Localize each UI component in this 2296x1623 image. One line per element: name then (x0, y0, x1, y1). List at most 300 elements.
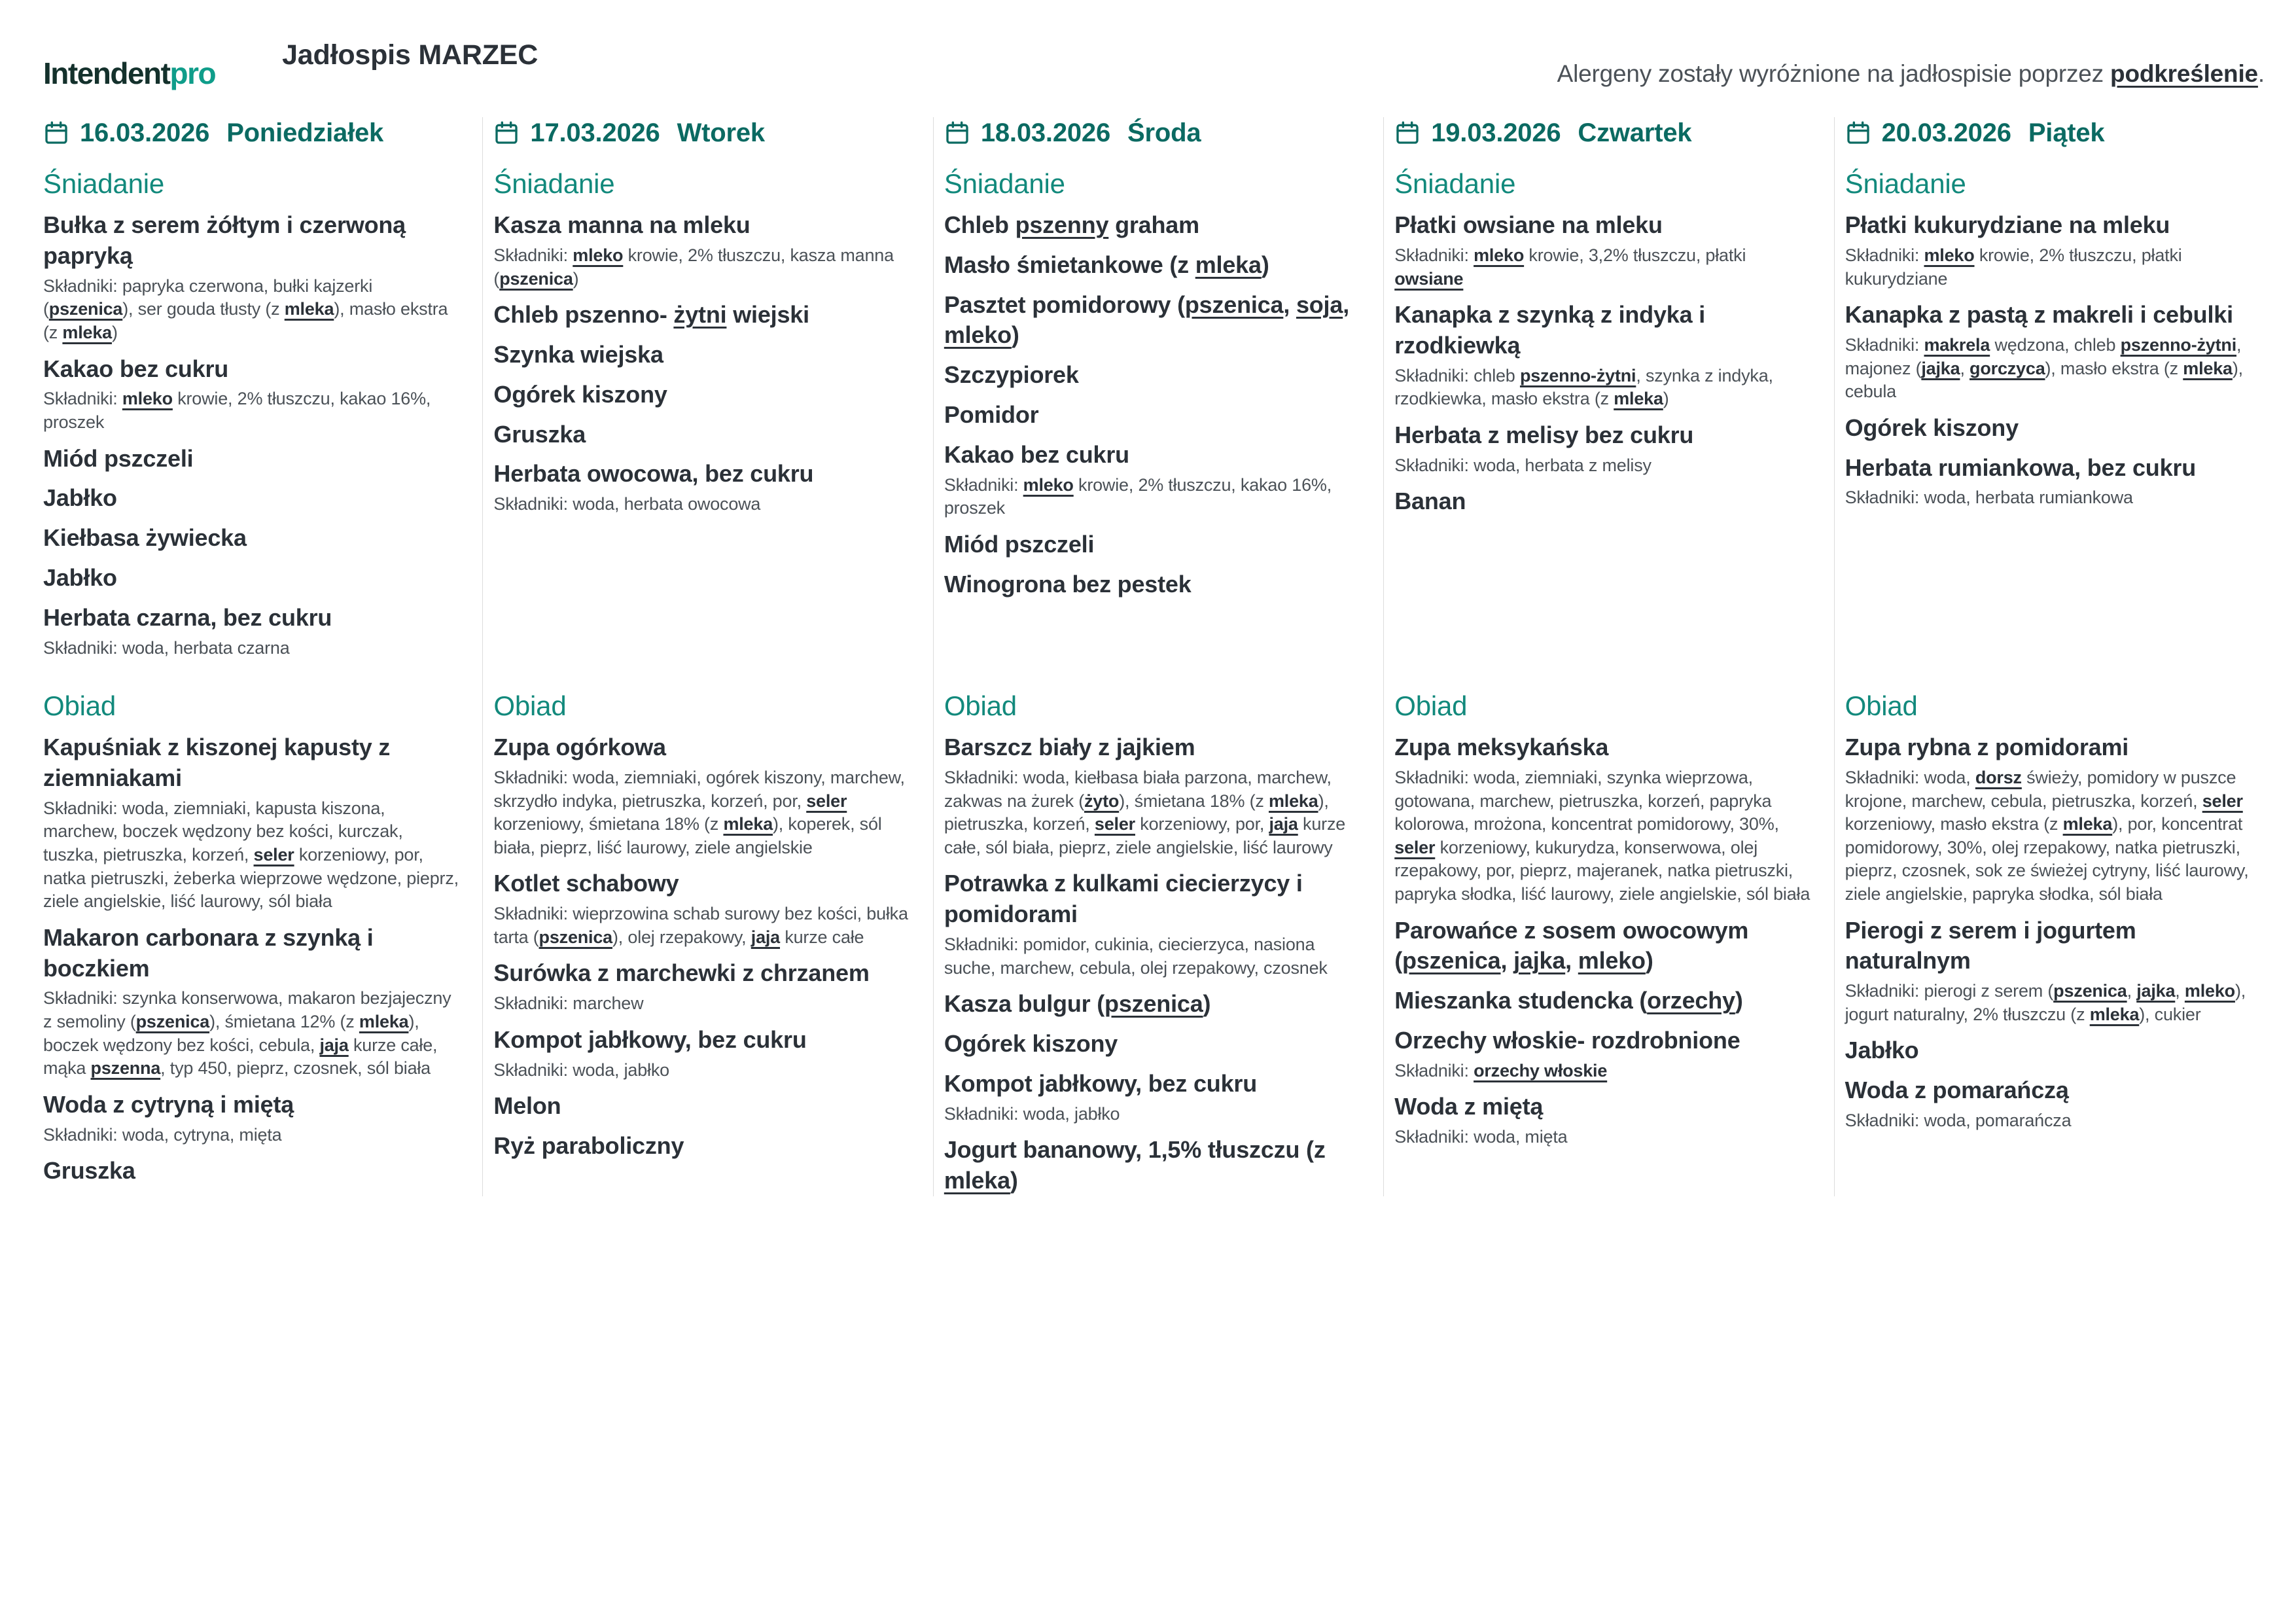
text-segment: Składniki: (1845, 334, 1924, 355)
dish-item (944, 569, 1361, 600)
text-segment: Woda z pomarańczą (1845, 1077, 2069, 1104)
text-segment: krowie, 2% tłuszczu, kakao 16%, proszek (944, 474, 1332, 518)
text-segment: Ryż paraboliczny (493, 1132, 684, 1160)
text-segment: Makaron carbonara z szynką i boczkiem (43, 923, 374, 982)
text-segment: Składniki: woda, pomarańcza (1845, 1111, 2072, 1131)
meal-section-title: Śniadanie (493, 168, 615, 199)
dish-title (43, 563, 460, 594)
day-weekday: Piątek (2028, 118, 2105, 147)
allergen-highlight: mleko (573, 245, 624, 265)
allergen-highlight: dorsz (1975, 767, 2022, 787)
text-segment: ) (1203, 990, 1211, 1018)
dish-item (944, 732, 1361, 859)
text-segment: kurze całe (780, 927, 864, 947)
dish-item (43, 1156, 460, 1186)
text-segment: Gruszka (43, 1157, 135, 1185)
allergen-highlight: mleka (1614, 389, 1663, 409)
dish-item (493, 210, 910, 291)
dish-title (493, 459, 910, 490)
text-segment: Składniki: (43, 389, 122, 409)
dish-item (493, 459, 910, 516)
dish-item (944, 1135, 1361, 1196)
dish-title (1394, 916, 1811, 977)
day-header (944, 117, 1361, 149)
dish-title (493, 380, 910, 410)
text-segment: graham (1108, 211, 1199, 239)
dish-title (944, 868, 1361, 930)
dish-ingredients (493, 766, 910, 860)
allergen-highlight: mleko (1924, 245, 1975, 265)
dish-title (1394, 420, 1811, 451)
meal-section-breakfast (944, 167, 1361, 671)
dish-item (1845, 300, 2262, 404)
text-segment: Kompot jabłkowy, bez cukru (944, 1069, 1258, 1097)
dish-item (1394, 420, 1811, 477)
dish-title (1845, 413, 2262, 444)
dish-ingredients (1394, 1060, 1811, 1083)
text-segment: Składniki: woda, jabłko (493, 1060, 669, 1080)
text-segment: ), ser gouda tłusty (z (122, 299, 285, 319)
dish-item (1845, 453, 2262, 510)
dish-title (493, 868, 910, 899)
text-segment: Jabłko (43, 484, 117, 512)
meal-section-title: Śniadanie (43, 168, 165, 199)
dish-ingredients (944, 933, 1361, 980)
dish-ingredients (1845, 486, 2262, 510)
meal-section-title: Obiad (493, 690, 567, 721)
dish-item (1394, 486, 1811, 517)
text-segment: Zupa rybna z pomidorami (1845, 734, 2129, 761)
text-segment: Składniki: (1394, 245, 1474, 265)
dish-title (1845, 300, 2262, 330)
text-segment: Składniki: woda, cytryna, mięta (43, 1124, 282, 1145)
allergen-highlight: mleko (122, 389, 173, 409)
dish-item (1845, 916, 2262, 1027)
dish-ingredients (944, 474, 1361, 520)
allergen-highlight: żytni (673, 301, 727, 329)
allergen-highlight: pszenica (539, 927, 612, 947)
text-segment: Składniki: woda, herbata owocowa (493, 494, 761, 514)
dish-item (43, 732, 460, 914)
dish-item (1845, 413, 2262, 444)
dish-ingredients (493, 992, 910, 1016)
text-segment: Składniki: (493, 245, 573, 265)
dish-ingredients (493, 493, 910, 516)
dish-title (1394, 300, 1811, 361)
dish-item (493, 958, 910, 1015)
text-segment: , (1565, 947, 1578, 974)
text-segment: Herbata z melisy bez cukru (1394, 421, 1694, 448)
meal-section-breakfast (1845, 167, 2262, 671)
text-segment: Składniki: woda, herbata rumiankowa (1845, 488, 2133, 508)
dish-title (1845, 1035, 2262, 1066)
text-segment: Pasztet pomidorowy ( (944, 291, 1185, 318)
day-header (1845, 117, 2262, 149)
text-segment: Składniki: woda, herbata czarna (43, 637, 290, 658)
dish-title (493, 1131, 910, 1162)
intendentpro-logo (43, 58, 215, 88)
text-segment: Kasza manna na mleku (493, 211, 751, 239)
text-segment: ) (1261, 251, 1269, 278)
dish-title (43, 603, 460, 633)
text-segment: krowie, 2% tłuszczu, płatki kukurydziane (1845, 245, 2182, 289)
page-title: Jadłospis MARZEC (282, 39, 539, 71)
text-segment: Kanapka z szynką z indyka i rzodkiewką (1394, 301, 1706, 359)
allergen-highlight: jaja (751, 927, 781, 947)
dish-title (944, 400, 1361, 431)
allergen-highlight: seler (2202, 791, 2243, 811)
text-segment: Alergeny zostały wyróżnione na jadłospisie poprzez (1557, 60, 2111, 88)
text-segment: Składniki: pierogi z serem ( (1845, 981, 2054, 1001)
dish-title (944, 732, 1361, 763)
allergen-highlight: pszenna (90, 1058, 161, 1079)
dish-title (43, 444, 460, 474)
dish-item (493, 1091, 910, 1122)
allergen-highlight: pszenica (135, 1012, 210, 1032)
dish-title (944, 210, 1361, 241)
text-segment: korzeniowy, por, natka pietruszki, żeberka wieprzowe wędzone, pieprz, ziele angielskie, liść laurowy, sól biała (43, 844, 459, 912)
allergen-highlight: mleka (944, 1167, 1010, 1194)
allergen-highlight: jajka (2136, 981, 2176, 1001)
text-segment: Orzechy włoskie- rozdrobnione (1394, 1027, 1740, 1054)
allergen-highlight: pszenica (48, 299, 123, 319)
text-segment: . (2257, 60, 2265, 88)
dish-item (944, 250, 1361, 281)
text-segment: Surówka z marchewki z chrzanem (493, 959, 870, 987)
text-segment: Pomidor (944, 401, 1039, 429)
dish-item (944, 210, 1361, 241)
dish-title (1394, 1026, 1811, 1056)
meal-section-title: Śniadanie (944, 168, 1065, 199)
allergen-highlight: mleko (2184, 981, 2235, 1001)
calendar-icon (493, 120, 520, 146)
dish-item (1394, 1026, 1811, 1082)
text-segment: Masło śmietankowe (z (944, 251, 1195, 278)
dish-item (43, 1090, 460, 1147)
allergen-highlight: mleka (359, 1012, 409, 1032)
dish-item (493, 1025, 910, 1082)
dish-item (493, 1131, 910, 1162)
meal-section-lunch (43, 689, 460, 1187)
day-weekday: Wtorek (677, 118, 765, 147)
logo-text-dark: Intendent (43, 56, 170, 90)
dish-item (493, 340, 910, 370)
dish-title (43, 1156, 460, 1186)
dish-title (493, 1091, 910, 1122)
dish-title (944, 440, 1361, 471)
dish-item (1394, 210, 1811, 291)
dish-item (43, 483, 460, 514)
dish-title (493, 300, 910, 330)
dish-title (1845, 210, 2262, 241)
allergen-highlight: pszenica (2053, 981, 2127, 1001)
dish-item (43, 354, 460, 435)
allergen-highlight: mleka (62, 322, 112, 342)
dish-item (493, 732, 910, 859)
dish-item (43, 923, 460, 1080)
text-segment: ), masło ekstra (z (2045, 358, 2183, 378)
dish-title (1394, 1092, 1811, 1122)
dish-ingredients (1394, 365, 1811, 411)
allergen-highlight: seler (1094, 814, 1135, 834)
dish-item (1394, 300, 1811, 411)
text-segment: Kakao bez cukru (944, 440, 1129, 468)
text-segment: Składniki: woda, kiełbasa biała parzona, marchew, zakwas na żurek ( (944, 767, 1332, 811)
allergen-highlight: soja (1296, 291, 1343, 318)
text-segment: Chleb (944, 211, 1016, 239)
dish-ingredients (1394, 766, 1811, 906)
text-segment: Składniki: woda, (1845, 767, 1975, 787)
text-segment: Banan (1394, 488, 1466, 515)
text-segment: Składniki: (1845, 245, 1924, 265)
text-segment: Chleb pszenno- (493, 301, 674, 329)
text-segment: ), cebula (1845, 358, 2243, 402)
allergen-highlight: mleka (2183, 358, 2233, 378)
allergen-highlight: jaja (319, 1035, 349, 1055)
allergen-highlight: pszenno-żytni (2120, 334, 2237, 355)
allergen-highlight: mleka (1269, 791, 1318, 811)
day-header (1394, 117, 1811, 149)
text-segment: Zupa ogórkowa (493, 734, 666, 761)
text-segment: Składniki: szynka konserwowa, makaron bezjajeczny z semoliny ( (43, 988, 451, 1032)
text-segment: ) (573, 268, 579, 289)
text-segment: ) (1011, 321, 1019, 349)
dish-title (493, 1025, 910, 1056)
text-segment: korzeniowy, kukurydza, konserwowa, olej rzepakowy, por, pieprz, majeranek, natka pietruszki, papryka słodka, liść laurowy, ziele angielskie, sól biała (1394, 837, 1810, 904)
dish-item (43, 603, 460, 660)
text-segment: Gruszka (493, 420, 586, 448)
text-segment: ), śmietana 18% (z (1119, 791, 1269, 811)
day-column (934, 117, 1384, 1196)
allergen-highlight: mleko (1578, 947, 1646, 974)
text-segment: korzeniowy, por, (1135, 814, 1269, 834)
text-segment: , (2175, 981, 2185, 1001)
text-segment: Składniki: (944, 474, 1023, 495)
dish-title (944, 989, 1361, 1020)
allergen-highlight: podkreślenie (2110, 60, 2258, 88)
dish-item (944, 440, 1361, 520)
text-segment: , (2127, 981, 2137, 1001)
dish-item (944, 360, 1361, 391)
text-segment: ), por, koncentrat pomidorowy, 30%, olej rzepakowy, natka pietruszki, pieprz, czosnek, sok ze świeżej cytryny, liść laurowy, ziele angielskie, papryka słodka, sól biała (1845, 814, 2249, 904)
text-segment: Winogrona bez pestek (944, 570, 1192, 597)
text-segment: Zupa meksykańska (1394, 734, 1609, 761)
text-segment: , majonez ( (1845, 334, 2242, 378)
dish-title (43, 923, 460, 984)
text-segment: , (1283, 291, 1296, 318)
dish-title (493, 419, 910, 450)
text-segment: wiejski (726, 301, 809, 329)
dish-ingredients (1845, 1109, 2262, 1133)
allergen-highlight: pszenno-żytni (1519, 365, 1636, 385)
dish-ingredients (1845, 244, 2262, 291)
text-segment: Ogórek kiszony (493, 380, 667, 408)
text-segment: krowie, 3,2% tłuszczu, płatki (1524, 245, 1746, 265)
allergen-highlight: mleko (1474, 245, 1525, 265)
meal-section-title: Obiad (1394, 690, 1468, 721)
text-segment: Kasza bulgur ( (944, 990, 1105, 1018)
text-segment: korzeniowy, masło ekstra (z (1845, 814, 2063, 834)
dish-item (1845, 732, 2262, 906)
text-segment: Woda z miętą (1394, 1093, 1544, 1120)
allergen-highlight: owsiane (1394, 268, 1464, 289)
dish-item (43, 210, 460, 344)
dish-title (493, 732, 910, 763)
text-segment: ), olej rzepakowy, (612, 927, 751, 947)
text-segment: Miód pszczeli (944, 530, 1095, 558)
day-header (43, 117, 460, 149)
dish-title (1845, 732, 2262, 763)
days-grid (43, 117, 2265, 1196)
dish-item (493, 380, 910, 410)
text-segment: Herbata owocowa, bez cukru (493, 460, 814, 488)
dish-title (43, 1090, 460, 1120)
allergen-note (1557, 60, 2265, 88)
dish-item (1394, 916, 1811, 977)
dish-ingredients (1845, 334, 2262, 404)
meal-section-lunch (1394, 689, 1811, 1149)
dish-title (944, 360, 1361, 391)
text-segment: Kompot jabłkowy, bez cukru (493, 1026, 807, 1053)
dish-item (1394, 1092, 1811, 1149)
text-segment: Parowańce z sosem owocowym ( (1394, 916, 1749, 974)
meal-section-lunch (493, 689, 910, 1162)
text-segment: Ogórek kiszony (944, 1030, 1118, 1058)
dish-item (43, 563, 460, 594)
dish-ingredients (493, 244, 910, 291)
dish-item (944, 1069, 1361, 1126)
allergen-highlight: mleka (284, 299, 334, 319)
dish-item (1845, 210, 2262, 291)
dish-title (493, 958, 910, 989)
allergen-highlight: pszenica (499, 268, 573, 289)
text-segment: korzeniowy, śmietana 18% (z (493, 814, 724, 834)
text-segment: Składniki: (1394, 1060, 1474, 1080)
day-date: 20.03.2026 (1881, 118, 2011, 147)
text-segment: Mieszanka studencka ( (1394, 987, 1648, 1014)
day-date: 18.03.2026 (980, 118, 1111, 147)
dish-item (944, 868, 1361, 980)
dish-ingredients (944, 766, 1361, 860)
dish-ingredients (43, 637, 460, 660)
text-segment: Składniki: chleb (1394, 365, 1520, 385)
text-segment: krowie, 2% tłuszczu, kakao 16%, proszek (43, 389, 431, 432)
meal-section-title: Śniadanie (1394, 168, 1516, 199)
dish-title (1845, 453, 2262, 484)
dish-title (43, 210, 460, 272)
dish-item (1845, 1035, 2262, 1066)
text-segment: wędzona, chleb (1990, 334, 2121, 355)
text-segment: Składniki: papryka czerwona, bułki kajzerki ( (43, 276, 373, 319)
allergen-highlight: mleka (2089, 1004, 2140, 1024)
text-segment: Jabłko (1845, 1037, 1919, 1064)
text-segment: Jabłko (43, 564, 117, 591)
dish-item (493, 419, 910, 450)
dish-ingredients (43, 987, 460, 1080)
dish-title (944, 529, 1361, 560)
dish-item (493, 300, 910, 330)
logo-text-teal: pro (169, 56, 216, 90)
day-date: 16.03.2026 (80, 118, 210, 147)
text-segment: , (1960, 358, 1970, 378)
text-segment: Składniki: marchew (493, 993, 644, 1014)
text-segment: ) (111, 322, 118, 342)
dish-title (43, 523, 460, 554)
text-segment: Płatki kukurydziane na mleku (1845, 211, 2170, 239)
dish-item (43, 523, 460, 554)
day-column (1835, 117, 2265, 1196)
allergen-highlight: pszenica (1402, 947, 1501, 974)
day-column (1384, 117, 1834, 1196)
text-segment: Herbata rumiankowa, bez cukru (1845, 454, 2196, 481)
allergen-highlight: mleko (944, 321, 1012, 349)
text-segment: Miód pszczeli (43, 444, 194, 472)
dish-ingredients (1845, 766, 2262, 906)
text-segment: ) (1645, 947, 1653, 974)
allergen-highlight: żyto (1084, 791, 1120, 811)
allergen-highlight: seler (1394, 837, 1436, 857)
dish-ingredients (1845, 980, 2262, 1026)
allergen-highlight: pszenica (1184, 291, 1284, 318)
text-segment: Potrawka z kulkami ciecierzycy i pomidorami (944, 870, 1303, 928)
meal-section-breakfast (1394, 167, 1811, 671)
dish-title (1845, 1075, 2262, 1106)
text-segment: Bułka z serem żółtym i czerwoną papryką (43, 211, 406, 269)
dish-item (1394, 986, 1811, 1016)
meal-section-lunch (944, 689, 1361, 1196)
allergen-highlight: seler (253, 844, 294, 865)
text-segment: ), boczek wędzony bez kości, cebula, (43, 1012, 419, 1055)
text-segment: Kapuśniak z kiszonej kapusty z ziemniakami (43, 734, 391, 791)
allergen-highlight: mleka (1195, 251, 1262, 278)
allergen-highlight: jajka (1513, 947, 1566, 974)
dish-item (944, 989, 1361, 1020)
text-segment: Składniki: woda, ziemniaki, szynka wieprzowa, gotowana, marchew, pietruszka, korzeń, papryka kolorowa, mrożona, koncentrat pomidorowy, 30%, (1394, 767, 1779, 834)
dish-title (1394, 732, 1811, 763)
dish-title (944, 290, 1361, 351)
text-segment: Składniki: woda, ziemniaki, ogórek kiszony, marchew, skrzydło indyka, pietruszka, korzeń, por, (493, 767, 905, 811)
day-date: 17.03.2026 (530, 118, 660, 147)
meal-section-title: Obiad (43, 690, 116, 721)
day-column (483, 117, 933, 1196)
allergen-highlight: mleko (1023, 474, 1074, 495)
dish-item (944, 1029, 1361, 1060)
text-segment: Kanapka z pastą z makreli i cebulki (1845, 301, 2233, 329)
meal-section-title: Obiad (1845, 690, 1918, 721)
page-header (0, 0, 2296, 88)
calendar-icon (944, 120, 970, 146)
dish-item (944, 290, 1361, 351)
dish-title (944, 1135, 1361, 1196)
text-segment: Składniki: woda, ziemniaki, kapusta kiszona, marchew, boczek wędzony bez kości, kurczak, tuszka, pietruszka, korzeń, (43, 798, 403, 865)
text-segment: Herbata czarna, bez cukru (43, 603, 332, 631)
text-segment: Melon (493, 1092, 561, 1120)
allergen-highlight: mleka (723, 814, 773, 834)
allergen-highlight: seler (806, 791, 847, 811)
allergen-highlight: mleka (2062, 814, 2113, 834)
dish-title (944, 250, 1361, 281)
text-segment: , (1343, 291, 1349, 318)
dish-ingredients (43, 275, 460, 345)
dish-item (944, 400, 1361, 431)
text-segment: Pierogi z serem i jogurtem naturalnym (1845, 916, 2136, 974)
text-segment: krowie, 2% tłuszczu, kasza manna ( (493, 245, 894, 289)
allergen-highlight: pszenny (1015, 211, 1109, 239)
dish-title (944, 569, 1361, 600)
dish-item (43, 444, 460, 474)
day-weekday: Środa (1127, 118, 1201, 147)
dish-item (1394, 732, 1811, 906)
